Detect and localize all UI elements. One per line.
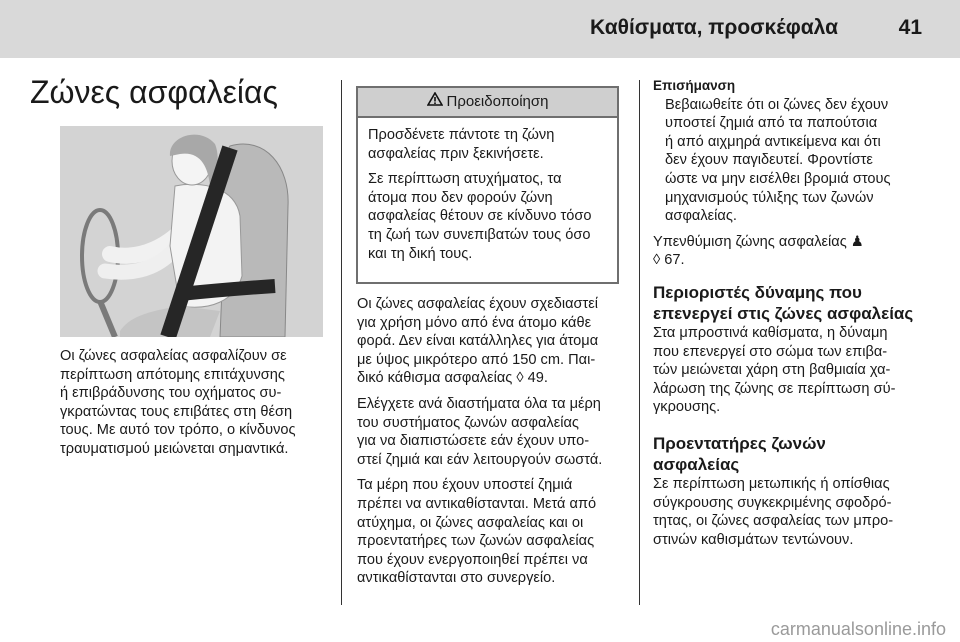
right-text — [653, 77, 943, 556]
text-line: Τα μέρη που έχουν υποστεί ζημιά — [357, 477, 573, 494]
caption-line: τραυματισμού μειώνεται σημαντικά. — [60, 440, 289, 457]
text-line: υποστεί ζημιά από τα παπούτσια — [665, 115, 878, 132]
limiters-paragraph — [653, 324, 943, 417]
watermark-text: carmanualsonline.info — [770, 619, 946, 639]
warning-triangle-icon — [427, 88, 443, 116]
limiters-heading — [653, 282, 943, 324]
text-line: ασφαλείας. — [665, 208, 737, 225]
notice-heading: Επισήμανση — [653, 78, 736, 93]
text-line: αντικαθίστανται στο συνεργείο. — [357, 570, 556, 587]
text-line: δεν έχουν παγιδευτεί. Φροντίστε — [665, 152, 873, 169]
column-divider — [639, 80, 640, 605]
paragraph — [357, 295, 632, 388]
text-line: που επενεργεί στο σώμα των επιβα- — [653, 343, 888, 360]
text-line: Οι ζώνες ασφαλείας έχουν σχεδιαστεί — [357, 296, 599, 312]
text-line: προεντατήρες των ζωνών ασφαλείας — [357, 533, 595, 550]
text-line: Βεβαιωθείτε ότι οι ζώνες δεν έχουν — [665, 96, 889, 113]
pretensioners-paragraph — [653, 475, 943, 549]
heading-line: επενεργεί στις ζώνες ασφαλείας — [653, 303, 914, 323]
text-line: σύγκρουσης συγκεκριμένης σφοδρό- — [653, 494, 892, 511]
section-title: Ζώνες ασφαλείας — [30, 74, 278, 110]
text-line: δικό κάθισμα ασφαλείας ◊ 49. — [357, 370, 548, 387]
caption-line: γκρατώντας τους επιβάτες στη θέση — [60, 403, 293, 420]
paragraph — [357, 476, 632, 588]
text-line: ατύχημα, οι ζώνες ασφαλείας και οι — [357, 514, 584, 531]
intro-text — [60, 347, 330, 459]
warning-paragraph — [368, 170, 609, 263]
text-line: για χρήση μόνο από ένα άτομο κάθε — [357, 314, 592, 331]
warning-header — [358, 88, 617, 118]
middle-text — [357, 295, 632, 595]
heading-line: Προεντατήρες ζωνών — [653, 433, 826, 453]
text-line: φορά. Δεν είναι κατάλληλες για άτομα — [357, 333, 599, 350]
text-line: Υπενθύμιση ζώνης ασφαλείας ♟ — [653, 233, 864, 250]
paragraph — [357, 395, 632, 469]
text-line: Προσδένετε πάντοτε τη ζώνη — [368, 127, 555, 143]
page-header — [0, 0, 960, 58]
text-line: ◊ 67. — [653, 252, 685, 269]
text-line: που έχουν ενεργοποιηθεί πρέπει να — [357, 551, 588, 568]
text-line: Στα μπροστινά καθίσματα, η δύναμη — [653, 324, 888, 341]
caption-line: ή επιβράδυνσης του οχήματος συ- — [60, 385, 282, 402]
text-line: στινών καθισμάτων τεντώνουν. — [653, 531, 854, 548]
reminder-reference — [653, 233, 943, 270]
heading-line: Περιοριστές δύναμης που — [653, 282, 862, 302]
text-line: άτομα που δεν φορούν ζώνη — [368, 189, 553, 206]
text-line: με ύψος μικρότερο από 150 cm. Παι- — [357, 351, 596, 368]
notice-paragraph — [665, 96, 943, 226]
warning-box — [356, 86, 619, 284]
warning-title: Προειδοποίηση — [446, 93, 549, 110]
column-divider — [341, 80, 342, 605]
heading-line: ασφαλείας — [653, 454, 740, 474]
warning-paragraph — [368, 126, 609, 163]
caption-line: περίπτωση απότομης επιτάχυνσης — [60, 366, 285, 383]
pretensioners-heading — [653, 433, 943, 475]
text-line: τών μειώνεται χάρη στη βαθμιαία χα- — [653, 362, 891, 379]
text-line: λάρωση της ζώνης σε περίπτωση σύ- — [653, 380, 896, 397]
text-line: του συστήματος ζωνών ασφαλείας — [357, 414, 579, 431]
text-line: στεί ζημιά και εάν λειτουργούν σωστά. — [357, 451, 603, 468]
text-line: τη ζωή των συνεπιβατών τους όσο — [368, 226, 591, 243]
text-line: Ελέγχετε ανά διαστήματα όλα τα μέρη — [357, 395, 601, 412]
text-line: ώστε να μην εισέλθει βρομιά στους — [665, 170, 891, 187]
text-line: Σε περίπτωση ατυχήματος, τα — [368, 171, 562, 188]
text-line: πρέπει να αντικαθίστανται. Μετά από — [357, 495, 597, 512]
text-line: ή από αιχμηρά αντικείμενα και ότι — [665, 133, 881, 150]
caption-line: Οι ζώνες ασφαλείας ασφαλίζουν σε — [60, 348, 287, 364]
seatbelt-illustration — [60, 126, 323, 337]
text-line: τητας, οι ζώνες ασφαλείας των μπρο- — [653, 513, 894, 530]
text-line: μηχανισμούς τύλιξης των ζωνών — [665, 189, 874, 206]
text-line: Σε περίπτωση μετωπικής ή οπίσθιας — [653, 475, 890, 492]
text-line: γκρουσης. — [653, 399, 721, 416]
caption-line: τους. Με αυτό τον τρόπο, ο κίνδυνος — [60, 422, 296, 439]
header-title: Καθίσματα, προσκέφαλα — [590, 16, 838, 39]
text-line: για να διαπιστώσετε εάν έχουν υπο- — [357, 433, 590, 450]
text-line: ασφαλείας πριν ξεκινήσετε. — [368, 145, 544, 162]
page-number: 41 — [898, 16, 922, 39]
text-line: ασφαλείας θέτουν σε κίνδυνο τόσο — [368, 208, 592, 225]
text-line: και τη δική τους. — [368, 245, 473, 262]
